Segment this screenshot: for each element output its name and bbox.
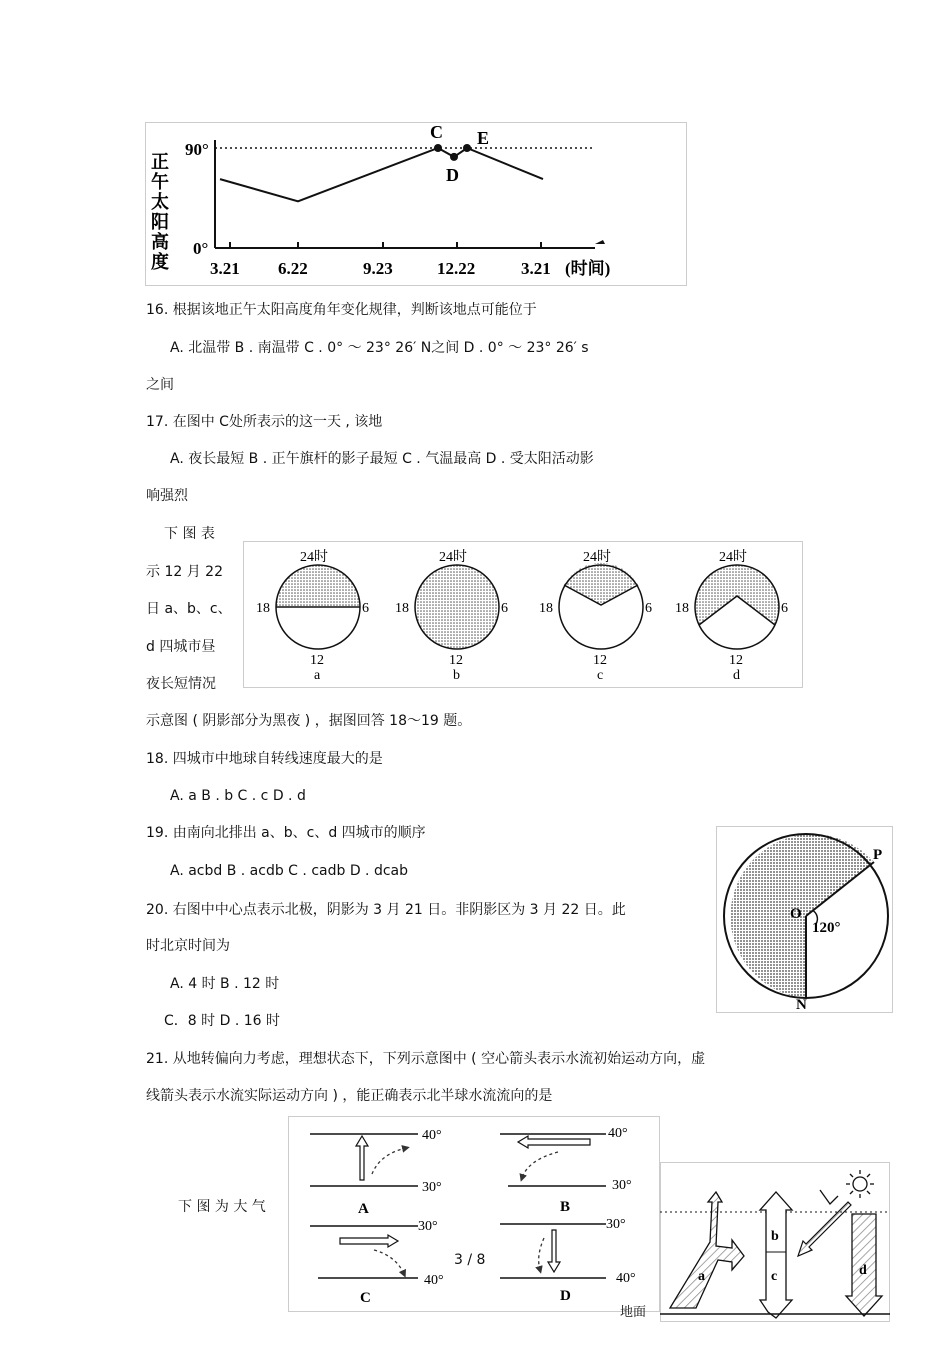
point-e [463, 144, 471, 152]
panel-c-hollow-arrow [340, 1235, 398, 1247]
q16-wrap: 之间 [146, 377, 174, 393]
sun-altitude-chart [145, 122, 687, 286]
panel-b [500, 1134, 606, 1186]
atmo-label-c: c [771, 1269, 778, 1284]
polar-figure [716, 826, 893, 1013]
atmo-label-d: d [859, 1263, 867, 1278]
arrow-bc [760, 1192, 792, 1318]
q19-options: A. acbd B . acdb C . cadb D . dcab [170, 863, 408, 879]
coriolis-svg [288, 1116, 660, 1312]
panel-d-dashed-arrow [539, 1238, 544, 1270]
intro-line-4: d 四城市昼 [146, 639, 216, 655]
atmo-label-b: b [771, 1229, 779, 1244]
coriolis-frame [289, 1117, 660, 1312]
q17-wrap: 响强烈 [146, 488, 188, 504]
coriolis-figure [288, 1116, 660, 1312]
panel-a-bottom-label: 30° [422, 1180, 442, 1195]
panel-b-hollow-arrow [518, 1136, 590, 1148]
intro-line-2: 示 12 月 22 [146, 564, 223, 580]
x-tick-label: 3.21 [210, 259, 240, 278]
y-tick-0: 0° [193, 239, 209, 258]
panel-d-bottom-label: 40° [616, 1271, 636, 1286]
panel-d-top-label: 30° [606, 1217, 626, 1232]
clock-a [276, 565, 360, 649]
intro-line-3: 日 a、b、c、 [146, 601, 232, 617]
clock-label-24: 24时 [719, 550, 747, 565]
clocks-svg [243, 541, 803, 688]
annotation-e: E [477, 128, 490, 148]
clock-city-label: a [314, 668, 321, 683]
reflect-arrow-icon [820, 1190, 838, 1204]
panel-c-dashed-arrow [374, 1250, 404, 1274]
point-d [450, 153, 458, 161]
page-number: 3 / 8 [454, 1252, 486, 1268]
incoming-radiation-arrow [798, 1202, 851, 1256]
panel-a-name: A [358, 1201, 369, 1217]
clock-label-6: 6 [645, 601, 652, 616]
axis-arrow-icon [595, 240, 605, 244]
annotation-d: D [446, 164, 459, 185]
clock-d [695, 565, 779, 649]
clock-city-label: b [453, 668, 460, 683]
clock-label-12: 12 [729, 653, 743, 668]
x-axis-label: (时间) [565, 259, 611, 278]
q20-stem: 20. 右图中中心点表示北极，阴影为 3 月 21 日。非阴影区为 3 月 22 日。此 [146, 902, 626, 918]
q20-line2: 时北京时间为 [146, 938, 230, 954]
panel-c-top-label: 30° [418, 1219, 438, 1234]
panel-d-name: D [560, 1288, 571, 1304]
panel-b-top-label: 40° [608, 1126, 628, 1141]
day-night-clocks-figure [243, 541, 803, 688]
panel-d-hollow-arrow [548, 1230, 560, 1272]
polar-label-n: N [796, 997, 807, 1013]
clock-label-18: 18 [675, 601, 689, 616]
clock-label-12: 12 [310, 653, 324, 668]
x-tick-label: 6.22 [278, 259, 308, 278]
q18-options: A. a B . b C . c D . d [170, 788, 306, 804]
clock-label-6: 6 [501, 601, 508, 616]
atmo-label-a: a [698, 1269, 705, 1284]
q21-line1: 21. 从地转偏向力考虑，理想状态下，下列示意图中 ( 空心箭头表示水流初始运动方向，虚 [146, 1051, 706, 1067]
clock-label-6: 6 [781, 601, 788, 616]
q20-options-2: C．8 时 D . 16 时 [164, 1013, 280, 1029]
intro-line-1: 下 图 表 [164, 526, 215, 542]
panel-a-top-label: 40° [422, 1128, 442, 1143]
q16-stem: 16. 根据该地正午太阳高度角年变化规律，判断该地点可能位于 [146, 302, 537, 318]
panel-a [310, 1134, 418, 1186]
q16-options: A. 北温带 B . 南温带 C . 0° ～ 23° 26′ N之间 D . 0° ～ 23° 26′ s [170, 340, 589, 356]
polar-svg [716, 826, 893, 1013]
clock-label-12: 12 [593, 653, 607, 668]
polar-label-p: P [873, 847, 883, 863]
sun-icon [846, 1170, 874, 1198]
atmosphere-svg [660, 1162, 890, 1322]
point-c [434, 144, 442, 152]
clock-label-24: 24时 [439, 550, 467, 565]
clock-label-18: 18 [539, 601, 553, 616]
panel-a-dashed-arrow [372, 1148, 406, 1174]
x-tick-label: 3.21 [521, 259, 551, 278]
x-tick-label: 9.23 [363, 259, 393, 278]
arrow-a [670, 1192, 744, 1308]
intro-tail: 示意图 ( 阴影部分为黑夜 ) ，据图回答 18～19 题。 [146, 713, 472, 729]
clock-label-24: 24时 [583, 550, 611, 565]
panel-b-name: B [560, 1199, 571, 1215]
x-tick-label: 12.22 [437, 259, 476, 278]
night-sector [731, 834, 874, 998]
atmo-ground-label: 地面 [620, 1305, 647, 1320]
y-tick-90: 90° [185, 140, 209, 159]
clock-label-6: 6 [362, 601, 369, 616]
panel-c-bottom-label: 40° [424, 1273, 444, 1288]
clock-label-24: 24时 [300, 550, 328, 565]
q19-stem: 19. 由南向北排出 a、b、c、d 四城市的顺序 [146, 825, 426, 841]
q18-stem: 18. 四城市中地球自转线速度最大的是 [146, 751, 383, 767]
clock-label-18: 18 [395, 601, 409, 616]
clock-label-18: 18 [256, 601, 270, 616]
panel-b-dashed-arrow [522, 1152, 558, 1178]
clock-city-label: d [733, 668, 740, 683]
atmo-intro: 下 图 为 大 气 [178, 1199, 266, 1215]
polar-angle-label: 120° [812, 920, 841, 936]
annotation-c: C [430, 122, 443, 142]
series-line [220, 148, 543, 201]
q21-line2: 线箭头表示水流实际运动方向 ) ，能正确表示北半球水流流向的是 [146, 1088, 553, 1104]
panel-d [500, 1224, 606, 1278]
clock-b [415, 565, 499, 649]
q20-options-1: A. 4 时 B . 12 时 [170, 976, 280, 992]
panel-a-hollow-arrow [356, 1136, 368, 1180]
intro-line-5: 夜长短情况 [146, 676, 216, 692]
y-axis-label: 正午太阳高度 [149, 152, 169, 272]
atmosphere-figure [660, 1162, 890, 1322]
clock-c [559, 563, 643, 649]
panel-c [310, 1226, 418, 1278]
panel-b-bottom-label: 30° [612, 1178, 632, 1193]
panel-c-name: C [360, 1290, 371, 1306]
polar-label-o: O [790, 906, 802, 922]
q17-stem: 17. 在图中 C处所表示的这一天 , 该地 [146, 414, 383, 430]
clock-label-12: 12 [449, 653, 463, 668]
sun-altitude-svg [145, 122, 687, 286]
clock-city-label: c [597, 668, 604, 683]
q17-options: A. 夜长最短 B . 正午旗杆的影子最短 C . 气温最高 D . 受太阳活动影 [170, 451, 594, 467]
